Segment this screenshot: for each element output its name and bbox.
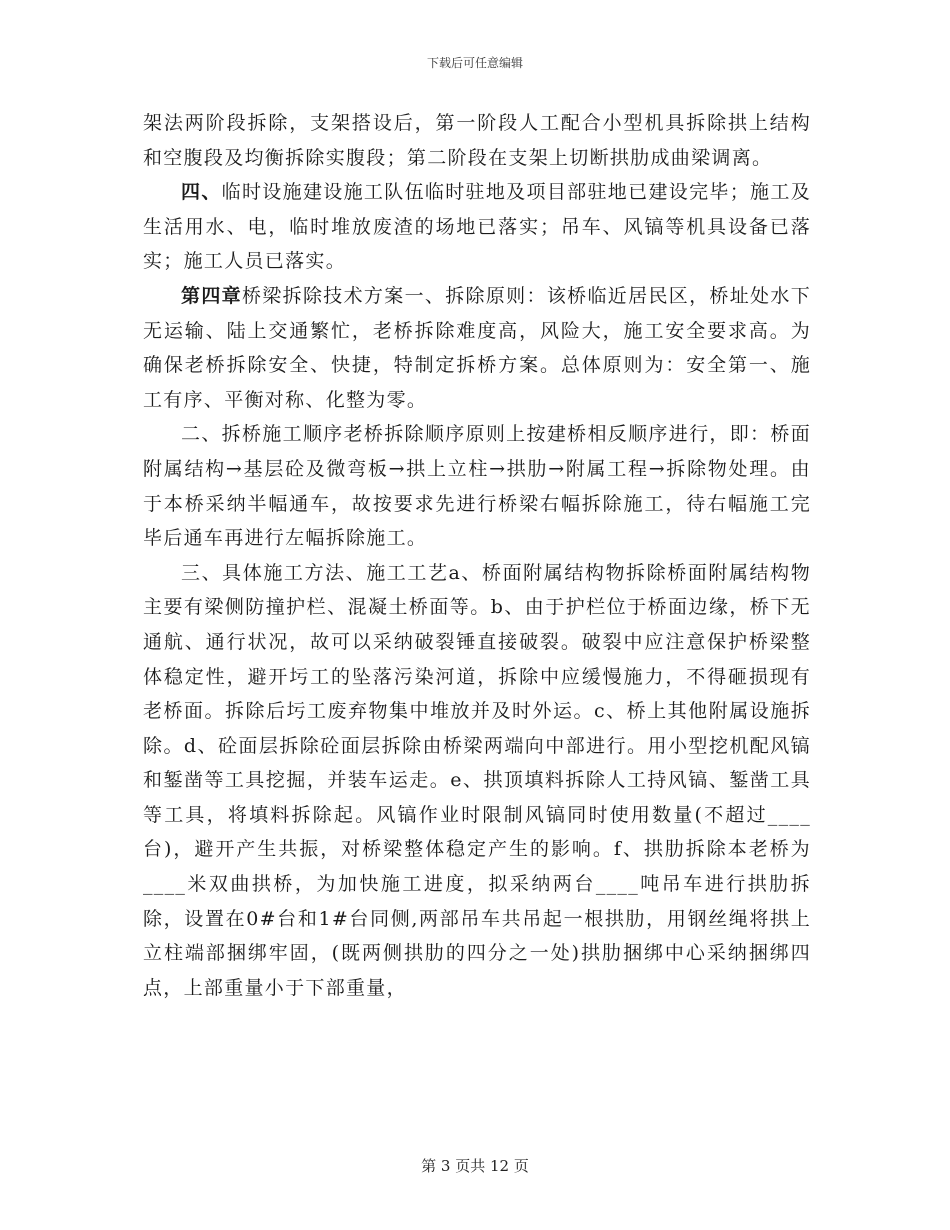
paragraph-continuation bbox=[143, 106, 811, 175]
paragraph-text: 桥梁拆除技术方案一、拆除原则：该桥临近居民区，桥址处水下无运输、陆上交通繁忙，老桥拆除难度高，风险大，施工安全要求高。为确保老桥拆除安全、快捷，特制定拆桥方案。总体原则为：安全第一、施工有序、平衡对称、化整为零。 bbox=[143, 284, 812, 411]
paragraph-text: 临时设施建设施工队伍临时驻地及项目部驻地已建设完毕；施工及生活用水、电，临时堆放废渣的场地已落实；吊车、风镐等机具设备已落实；施工人员已落实。 bbox=[143, 181, 811, 273]
paragraph-text: 二、拆桥施工顺序老桥拆除顺序原则上按建桥相反顺序进行，即：桥面附属结构→基层砼及微弯板→拱上立柱→拱肋→附属工程→拆除物处理。由于本桥采纳半幅通车，故按要求先进行桥梁右幅拆除施工，待右幅施工完毕后通车再进行左幅拆除施工。 bbox=[143, 423, 811, 550]
paragraph-section-4 bbox=[143, 175, 811, 279]
paragraph-text: 架法两阶段拆除，支架搭设后，第一阶段人工配合小型机具拆除拱上结构和空腹段及均衡拆除实腹段；第二阶段在支架上切断拱肋成曲梁调离。 bbox=[143, 112, 811, 169]
paragraph-text: 三、具体施工方法、施工工艺a、桥面附属结构物拆除桥面附属结构物主要有梁侧防撞护栏、混凝土桥面等。b、由于护栏位于桥面边缘，桥下无通航、通行状况，故可以采纳破裂锤直接破裂。破裂中应注意保护桥梁整体稳定性，避开圬工的坠落污染河道，拆除中应缓慢施力，不得砸损现有老桥面。拆除后圬工废弃物集中堆放并及时外运。c、桥上其他附属设施拆除。d、砼面层拆除砼面层拆除由桥梁两端向中部进行。用小型挖机配风镐和錾凿等工具挖掘，并装车运走。e、拱顶填料拆除人工持风镐、錾凿工具等工具，将填料拆除起。风镐作业时限制风镐同时使用数量(不超过____台)，避开产生共振，对桥梁整体稳定产生的影响。f、拱肋拆除本老桥为____米双曲拱桥，为加快施工进度，拟采纳两台____吨吊车进行拱肋拆除，设置在0#台和1#台同侧,两部吊车共吊起一根拱肋，用钢丝绳将拱上立柱端部捆绑牢固，(既两侧拱肋的四分之一处)拱肋捆绑中心采纳捆绑四点，上部重量小于下部重量， bbox=[143, 561, 811, 999]
paragraph-lead: 四、 bbox=[181, 181, 222, 204]
paragraph-chapter-4 bbox=[143, 279, 811, 417]
document-body bbox=[143, 106, 811, 1005]
paragraph-construction-method bbox=[143, 556, 811, 1006]
paragraph-demolition-order bbox=[143, 417, 811, 555]
page-header-note: 下载后可任意编辑 bbox=[426, 56, 523, 70]
page-number: 第 3 页共 12 页 bbox=[421, 1157, 529, 1175]
paragraph-lead: 第四章 bbox=[181, 284, 242, 307]
